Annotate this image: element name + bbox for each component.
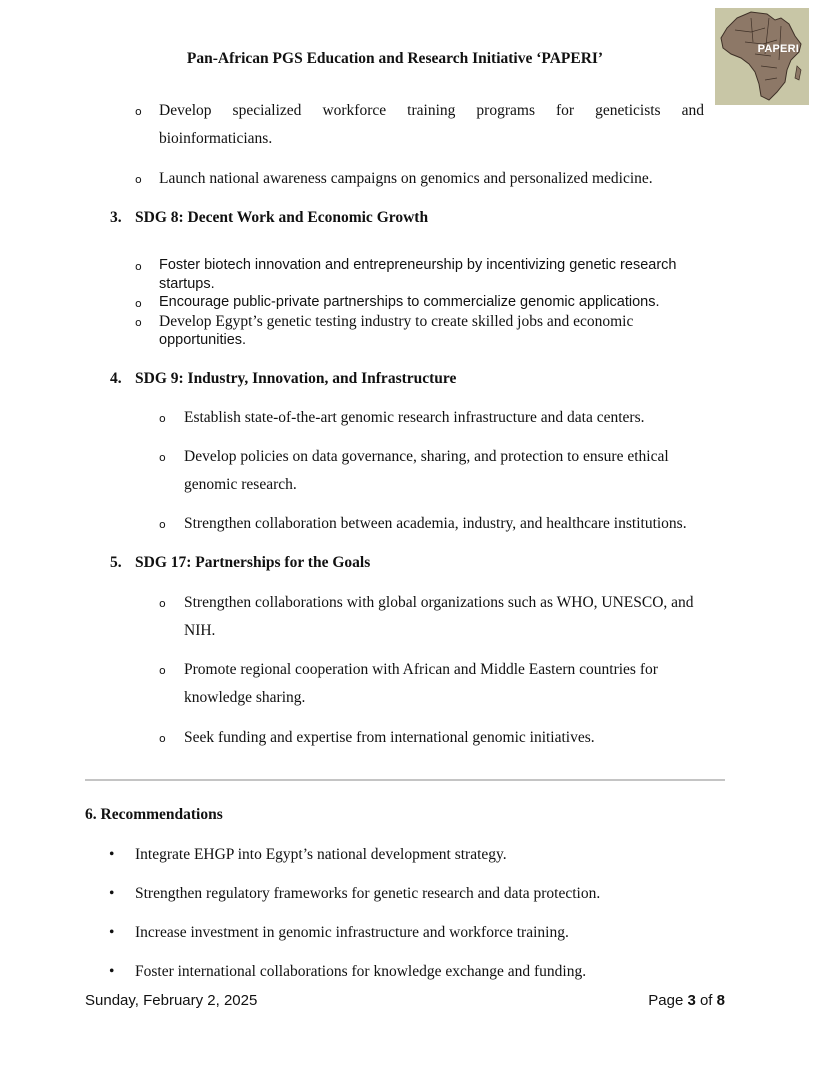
footer-page-number	[648, 992, 725, 1009]
section-number: 4.	[110, 370, 122, 387]
bullet-marker: •	[109, 846, 115, 863]
list-marker: o	[135, 316, 142, 329]
list-marker: o	[159, 451, 166, 464]
list-item-text-cont: opportunities.	[159, 332, 247, 348]
recommendation-item: Foster international collaborations for knowledge exchange and funding.	[135, 963, 587, 980]
page-of: of	[695, 992, 717, 1009]
paperi-logo	[715, 8, 809, 105]
logo-text: PAPERI	[757, 43, 799, 55]
bullet-marker: •	[109, 963, 115, 980]
section-heading-sdg8: SDG 8: Decent Work and Economic Growth	[135, 209, 429, 226]
list-item-text-cont: NIH.	[184, 622, 216, 639]
list-item-text: Seek funding and expertise from international genomic initiatives.	[184, 729, 595, 746]
list-item-text: Develop specialized workforce training programs for geneticists and	[159, 102, 704, 119]
list-item-text: Establish state-of-the-art genomic research infrastructure and data centers.	[184, 409, 645, 426]
list-item-text-cont: knowledge sharing.	[184, 689, 306, 706]
list-marker: o	[159, 518, 166, 531]
list-item-text: Encourage public-private partnerships to commercialize genomic applications.	[159, 294, 660, 310]
section-divider	[85, 779, 725, 781]
footer-date: Sunday, February 2, 2025	[85, 992, 258, 1009]
list-item-text-cont: startups.	[159, 276, 215, 292]
recommendation-item: Integrate EHGP into Egypt’s national development strategy.	[135, 846, 507, 863]
page-current: 3	[687, 992, 696, 1009]
section-number: 5.	[110, 554, 122, 571]
list-marker: o	[135, 297, 142, 310]
list-marker: o	[159, 597, 166, 610]
page-prefix: Page	[648, 992, 688, 1009]
section-heading-sdg17: SDG 17: Partnerships for the Goals	[135, 554, 371, 571]
list-marker: o	[159, 664, 166, 677]
page-total: 8	[716, 992, 725, 1009]
list-marker: o	[135, 260, 142, 273]
list-item-text: Promote regional cooperation with African and Middle Eastern countries for	[184, 661, 658, 678]
recommendation-item: Strengthen regulatory frameworks for genetic research and data protection.	[135, 885, 601, 902]
section-number: 3.	[110, 209, 122, 226]
document-header-title: Pan-African PGS Education and Research Initiative ‘PAPERI’	[186, 50, 604, 67]
list-marker: o	[159, 412, 166, 425]
africa-map-icon	[715, 8, 809, 105]
list-item-text: Develop policies on data governance, sharing, and protection to ensure ethical	[184, 448, 669, 465]
list-item-text-cont: genomic research.	[184, 476, 297, 493]
list-marker: o	[135, 105, 142, 118]
list-item-text-cont: bioinformaticians.	[159, 130, 273, 147]
list-item-text: Strengthen collaboration between academia, industry, and healthcare institutions.	[184, 515, 687, 532]
section-heading-recommendations: 6. Recommendations	[85, 806, 223, 823]
list-item-text: Develop Egypt’s genetic testing industry to create skilled jobs and economic	[159, 313, 634, 330]
list-item-text: Launch national awareness campaigns on genomics and personalized medicine.	[159, 170, 653, 187]
recommendation-item: Increase investment in genomic infrastructure and workforce training.	[135, 924, 569, 941]
section-heading-sdg9: SDG 9: Industry, Innovation, and Infrastructure	[135, 370, 457, 387]
list-item-text: Foster biotech innovation and entrepreneurship by incentivizing genetic research	[159, 257, 677, 273]
bullet-marker: •	[109, 885, 115, 902]
bullet-marker: •	[109, 924, 115, 941]
list-marker: o	[159, 732, 166, 745]
list-item-text: Strengthen collaborations with global organizations such as WHO, UNESCO, and	[184, 594, 694, 611]
list-marker: o	[135, 173, 142, 186]
